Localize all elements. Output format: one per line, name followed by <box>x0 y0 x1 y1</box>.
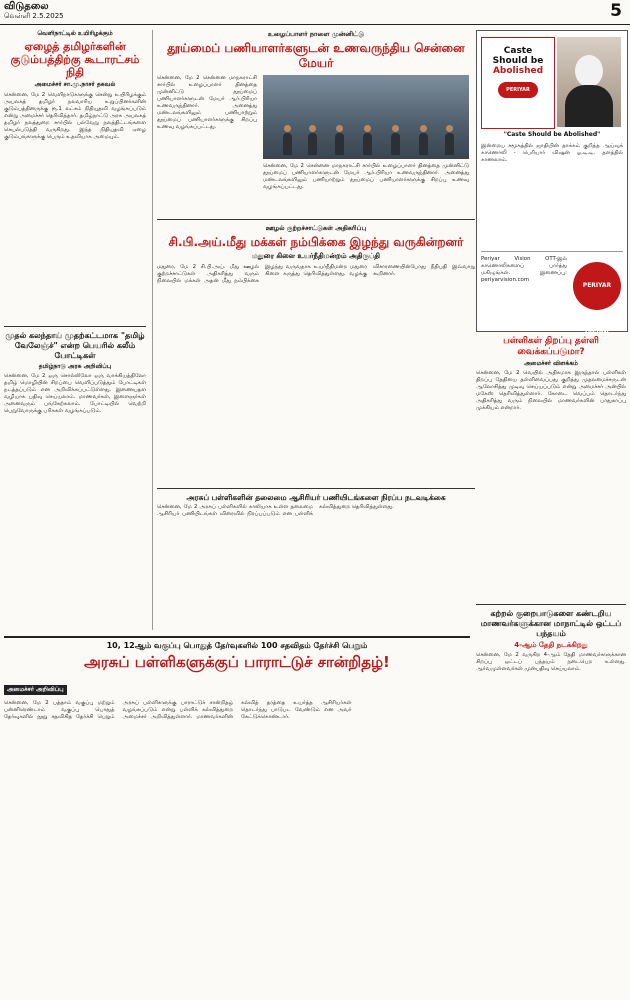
center-article-continued: சென்னை, மே 2 சென்னை மாநகராட்சி சார்பில் உழைப்பாளர் தினத்தை முன்னிட்டு தூய்மைப் பணியாளர்களுடன் மேயர் ஆர்.பிரியா உணவருந்தினார். அனைத்து மண்டலங்களிலும் பணியாற்றும் தூய்மைப் பணியாளர்களுக்கு சிறப்பு உணவு வழங்கப்பட்டது. <box>263 163 469 190</box>
left-headline: ஏழைத் தமிழர்களின் குடும்பத்திற்கு கூடாரட்சம் நிதி <box>10 40 140 79</box>
bottom-tag: அமைச்சர் அறிவிப்பு <box>4 685 67 695</box>
right-byline: அமைச்சர் விளக்கம் <box>524 360 578 367</box>
center-kicker: உழைப்பாளர் நாளை முன்னிட்டு <box>268 30 364 38</box>
left-article-body-2: சென்னை, மே 2 ஒரு சொல்லிலோ ஒரு வாக்கியத்திலோ தமிழ் மொழியின் சிறப்பை வெளிப்படுத்தும் போட்டிகள் நடத்தப்படும் என அறிவிக்கப்பட்டுள்ளது. இணையதள வழியாக பதிவு செய்யலாம். மாணவர்கள், இளைஞர்கள் அனைவரும் பங்கேற்கலாம். போட்டியில் வெற்றி பெறுவோருக்கு பரிசுகள் வழங்கப்படும். <box>4 373 146 414</box>
page-number: 5 <box>610 1 622 21</box>
periyar-vision-badge-icon: PERIYAR VISION <box>573 262 621 310</box>
bottom-article-body: சென்னை, மே 2 பத்தாம் வகுப்பு மற்றும் பன்னிரெண்டாம் வகுப்பு பொதுத் தேர்வுகளில் நூறு சதவிகித தேர்ச்சி பெறும் அரசுப் பள்ளிகளுக்கு பாராட்டுச் சான்றிதழ் வழங்கப்படும் என்று பள்ளிக் கல்வித்துறை அமைச்சர் அறிவித்துள்ளார். மாணவர்களின் கல்வித் தரத்தை உயர்த்த ஆசிரியர்கள் தொடர்ந்து பாடுபட வேண்டும் என அவர் கேட்டுக்கொண்டார். <box>4 700 352 720</box>
bottom-headline: அரசுப் பள்ளிகளுக்குப் பாராட்டுச் சான்றிதழ்! <box>84 653 390 671</box>
left-column <box>4 30 146 630</box>
divider <box>157 219 475 220</box>
mayor-photo <box>263 75 469 159</box>
center-column <box>152 30 475 630</box>
ad-line-1: Caste <box>503 46 533 56</box>
ad-poster <box>481 37 555 129</box>
ad-caption: "Caste Should be Abolished" <box>503 131 601 138</box>
center-article-body-2: மதுரை, மே 2 சி.பி.அய். மீது ஊழல் குற்றச்சாட்டுகள் அதிகரித்து வரும் நிலையில் மக்கள் அதன் மீது நம்பிக்கை இழந்து வருவதாக உயர்நீதிமன்ற மதுரை கிளை கருத்து தெரிவித்துள்ளது. வழக்கு விசாரணையின்போது நீதிபதி இவ்வாறு கூறினார். <box>157 264 475 284</box>
left-article-body: சென்னை, மே 2 வெளிநாடுகளுக்கு சென்று உயிரிழக்கும் அயலகத் தமிழர் நலவாரிய உறுப்பினர்களின் குடும்பத்தினருக்கு ரூ.1 லட்சம் நிதியுதவி வழங்கப்படும் என்று அமைச்சர் தெரிவித்தார். தமிழ்நாட்டு அரசு அயலகத் தமிழர் நலத்துறை சார்பில் பல்வேறு நலத்திட்டங்களை செயல்படுத்தி வருகிறது. இந்த நிதியுதவி ஏழை குடும்பங்களுக்கு பெரும் உதவியாக அமையும். <box>4 92 146 140</box>
left-byline: அமைச்சர் சா.மு.நாசர் தகவல் <box>34 81 116 88</box>
bottom-section <box>4 636 470 998</box>
divider <box>4 326 146 327</box>
periyar-vision-logo: PERIYAR VISION <box>498 82 538 98</box>
ad-promo-text: Periyar Vision OTT-இல் காணொலிகளைப் பார்த்து மகிழுங்கள். இணைப்பு: periyarvision.com <box>481 256 567 283</box>
divider <box>157 488 475 489</box>
right-headline: பள்ளிகள் திறப்பு தள்ளி வைக்கப்படுமா? <box>503 336 599 357</box>
newspaper-name: விடுதலை <box>4 1 49 12</box>
left-headline-2: முதல் கலந்தாய் முதற்கட்டமாக "தமிழ் வேலேஞ்ச்" என்ற பெயரில் கலீம் போட்டிகள் <box>5 331 145 360</box>
periyar-vision-ad <box>476 30 628 337</box>
bottom-kicker: 10, 12ஆம் வகுப்பு பொதுத் தேர்வுகளில் 100 சதவிதம் தேர்ச்சி பெறும் <box>106 641 368 650</box>
right-article-body: சென்னை, மே 2 வெயில் அதிகமாக இருந்தால் பள்ளிகள் திறப்பு தேதியை தள்ளிவைப்பது குறித்து முதலமைச்சருடன் ஆலோசித்து முடிவு செய்யப்படும் என்று அமைச்சர் அன்பில் மகேஸ் தெரிவித்துள்ளார். கோடை வெப்பம் தொடர்ந்து அதிகரித்து வரும் நிலையில் மாணவர்களின் பாதுகாப்பு முக்கியம் என்றார். <box>476 370 626 411</box>
center-kicker-2: ஊழல் குற்றச்சாட்டுகள் அதிகரிப்பு <box>265 224 367 232</box>
masthead <box>0 0 630 25</box>
center-headline-3: அரசுப் பள்ளிகளின் தலைமை ஆசிரியர் பணியிடங்களை நிரப்ப நடவடிக்கை <box>186 493 446 502</box>
right-headline-2: கற்றல் குறைபாடுகளை கண்டறிய மாணவர்களுக்கான மாநாட்டில் ஒட்டப் பந்தயம் <box>480 609 622 638</box>
ad-description: இன்றைய சமூகத்தில் ஜாதியின் தாக்கம் குறித்த ஆய்வுக் காணொலி - பெரியார் விஷன் ஓ.டி.டி. தளத்தில் காணலாம். <box>481 143 623 163</box>
left-byline-2: தமிழ்நாடு அரசு அறிவிப்பு <box>38 363 112 370</box>
ad-line-2: Should be <box>492 56 544 66</box>
issue-date: வெள்ளி 2.5.2025 <box>4 12 64 20</box>
center-article-body-3: சென்னை, மே 2 அரசுப் பள்ளிகளில் காலியாக உள்ள தலைமை ஆசிரியர் பணியிடங்கள் விரைவில் நிரப்பப்படும் என பள்ளிக் கல்வித்துறை தெரிவித்துள்ளது. <box>157 504 394 517</box>
center-article-body: சென்னை, மே 2 சென்னை மாநகராட்சி சார்பில் உழைப்பாளர் தினத்தை முன்னிட்டு தூய்மைப் பணியாளர்களுடன் மேயர் ஆர்.பிரியா உணவருந்தினார். அனைத்து மண்டலங்களிலும் பணியாற்றும் தூய்மைப் பணியாளர்களுக்கு சிறப்பு உணவு வழங்கப்பட்டது. <box>157 75 257 130</box>
right-column <box>476 336 626 990</box>
periyar-portrait <box>557 37 621 127</box>
right-article-body-2: சென்னை, மே 2 வருகிற 4-ஆம் தேதி மாணவர்களுக்கான சிறப்பு ஒட்டப் பந்தயம் நடைபெற உள்ளது. ஆர்வமுள்ளவர்கள் முன்பதிவு செய்யலாம். <box>476 652 626 672</box>
right-subhead-2: 4-ஆம் தேதி நடக்கிறது <box>514 641 588 649</box>
center-subhead-2: மதுரை கிளை உயர்நீதிமன்றம் அதிருப்தி <box>252 252 380 260</box>
left-kicker: வெளிநாட்டில் உயிரிழக்கும் <box>37 30 113 37</box>
divider <box>476 604 626 605</box>
center-headline: தூய்மைப் பணியாளர்களுடன் உணவருந்திய சென்னை மேயர் <box>167 41 465 70</box>
center-headline-2: சி.பி.அய்.மீது மக்கள் நம்பிக்கை இழந்து வருகின்றனர் <box>168 235 464 249</box>
ad-line-3: Abolished <box>492 66 544 76</box>
